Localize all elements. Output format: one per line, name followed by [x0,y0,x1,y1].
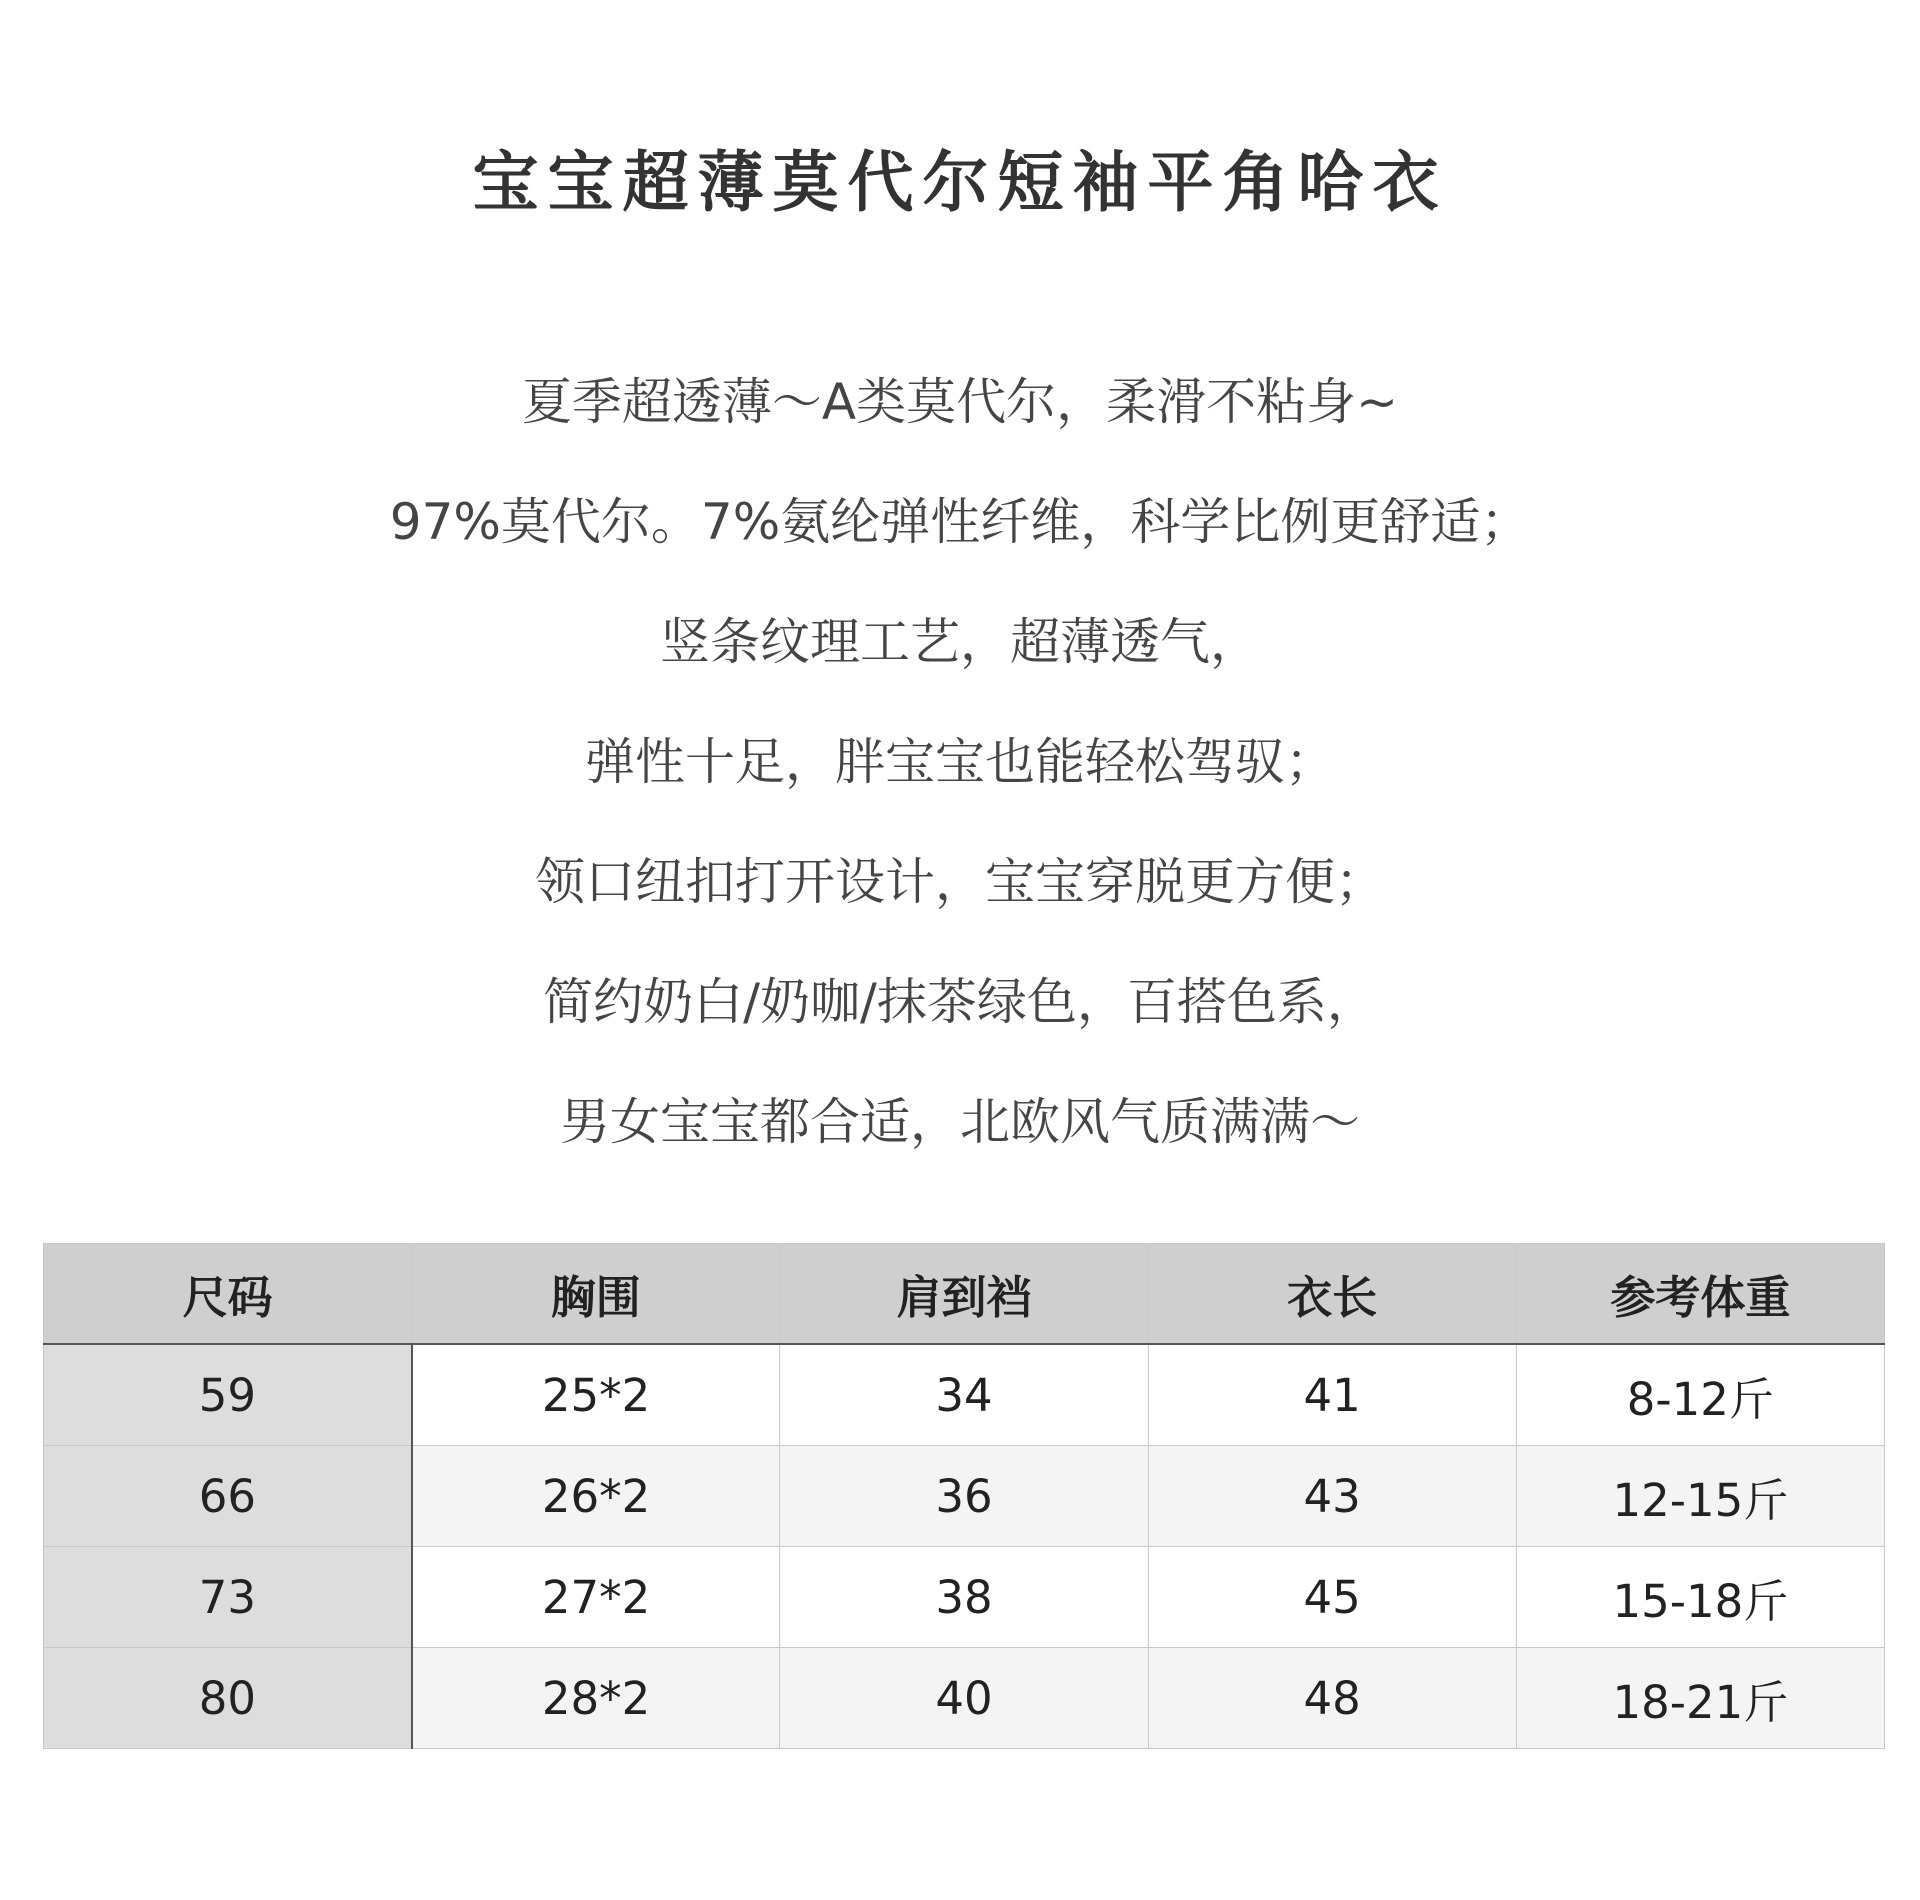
shoulder-to-crotch-cell: 40 [780,1648,1148,1749]
description-line: 简约奶白/奶咖/抹茶绿色，百搭色系， [543,973,1377,1031]
header-reference-weight: 参考体重 [1516,1244,1884,1345]
chest-cell: 28*2 [412,1648,780,1749]
shoulder-to-crotch-cell: 38 [780,1547,1148,1648]
size-cell: 66 [44,1446,412,1547]
header-shoulder-to-crotch: 肩到裆 [780,1244,1148,1345]
size-chart-table [43,1243,1885,1749]
shoulder-to-crotch-cell: 34 [780,1344,1148,1446]
shoulder-to-crotch-cell: 36 [780,1446,1148,1547]
chest-cell: 27*2 [412,1547,780,1648]
size-cell: 59 [44,1344,412,1446]
description-block [0,357,1920,1197]
size-cell: 80 [44,1648,412,1749]
description-line: 男女宝宝都合适，北欧风气质满满～ [560,1093,1360,1151]
table-row [44,1344,1885,1446]
length-cell: 43 [1148,1446,1516,1547]
header-length: 衣长 [1148,1244,1516,1345]
header-size: 尺码 [44,1244,412,1345]
size-cell: 73 [44,1547,412,1648]
length-cell: 48 [1148,1648,1516,1749]
weight-cell: 18-21斤 [1516,1648,1884,1749]
weight-cell: 12-15斤 [1516,1446,1884,1547]
table-row [44,1547,1885,1648]
length-cell: 45 [1148,1547,1516,1648]
description-line: 竖条纹理工艺，超薄透气， [660,613,1260,671]
description-line: 97%莫代尔。7%氨纶弹性纤维，科学比例更舒适； [389,493,1531,551]
weight-cell: 15-18斤 [1516,1547,1884,1648]
chest-cell: 26*2 [412,1446,780,1547]
header-chest: 胸围 [412,1244,780,1345]
page-title: 宝宝超薄莫代尔短袖平角哈衣 [472,144,1448,221]
description-line: 弹性十足，胖宝宝也能轻松驾驭； [585,733,1335,791]
table-row [44,1648,1885,1749]
table-row [44,1446,1885,1547]
table-header-row [44,1244,1885,1345]
description-line: 夏季超透薄～A类莫代尔，柔滑不粘身~ [521,373,1399,431]
length-cell: 41 [1148,1344,1516,1446]
chest-cell: 25*2 [412,1344,780,1446]
weight-cell: 8-12斤 [1516,1344,1884,1446]
description-line: 领口纽扣打开设计，宝宝穿脱更方便； [535,853,1385,911]
